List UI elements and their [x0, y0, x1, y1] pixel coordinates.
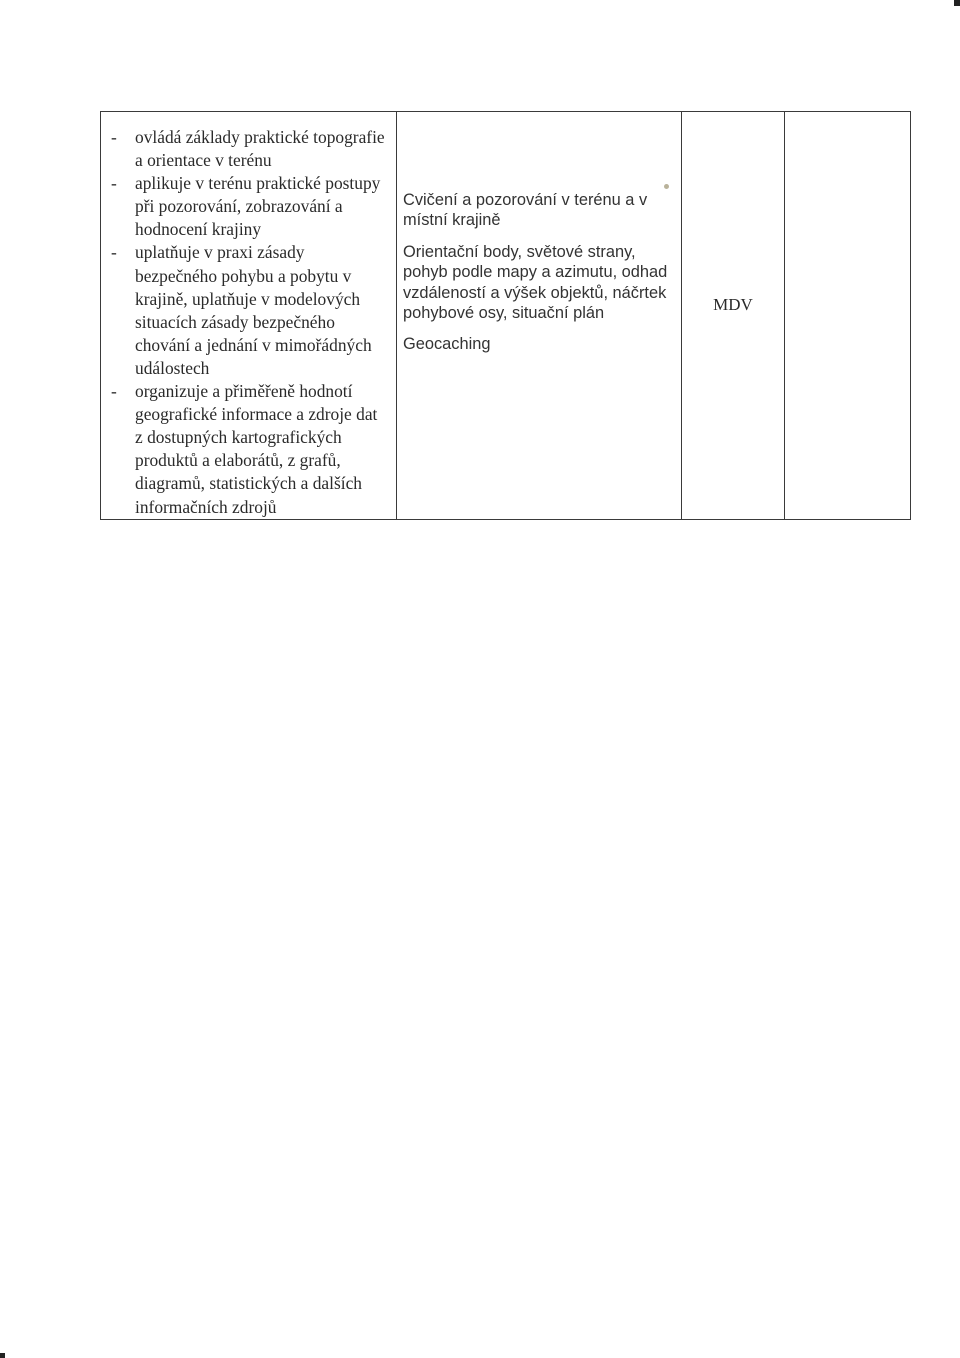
- content-list: [397, 112, 681, 355]
- scan-corner-mark-bottom: [0, 1353, 5, 1358]
- notes-cell: [785, 112, 911, 520]
- content-item: Orientační body, světové strany, pohyb podle mapy a azimutu, odhad vzdáleností a výšek objektů, náčrtek pohybové osy, situační plán: [403, 242, 668, 323]
- list-item: - organizuje a přiměřeně hodnotí geografické informace a zdroje dat z dostupných kartografických produktů a elaborátů, z grafů, diagramů, statistických a dalších informačních zdrojů: [101, 380, 388, 519]
- list-item: - ovládá základy praktické topografie a orientace v terénu: [101, 126, 388, 172]
- table-row: [101, 112, 911, 520]
- cross-curricular-cell: [682, 112, 785, 520]
- content-item: Cvičení a pozorování v terénu a v místní krajině: [403, 191, 648, 230]
- curriculum-table: [100, 111, 911, 520]
- content-cell: [397, 112, 682, 520]
- content-item: Geocaching: [403, 335, 491, 354]
- list-item: - aplikuje v terénu praktické postupy při pozorování, zobrazování a hodnocení krajiny: [101, 172, 388, 241]
- outcomes-cell: [101, 112, 397, 520]
- list-item: - uplatňuje v praxi zásady bezpečného pohybu a pobytu v krajině, uplatňuje v modelových situacích zásady bezpečného chování a jednání v mimořádných událostech: [101, 241, 388, 380]
- outcomes-list: [101, 112, 396, 519]
- scan-corner-mark: [954, 0, 960, 6]
- cross-curricular-label: MDV: [713, 295, 753, 314]
